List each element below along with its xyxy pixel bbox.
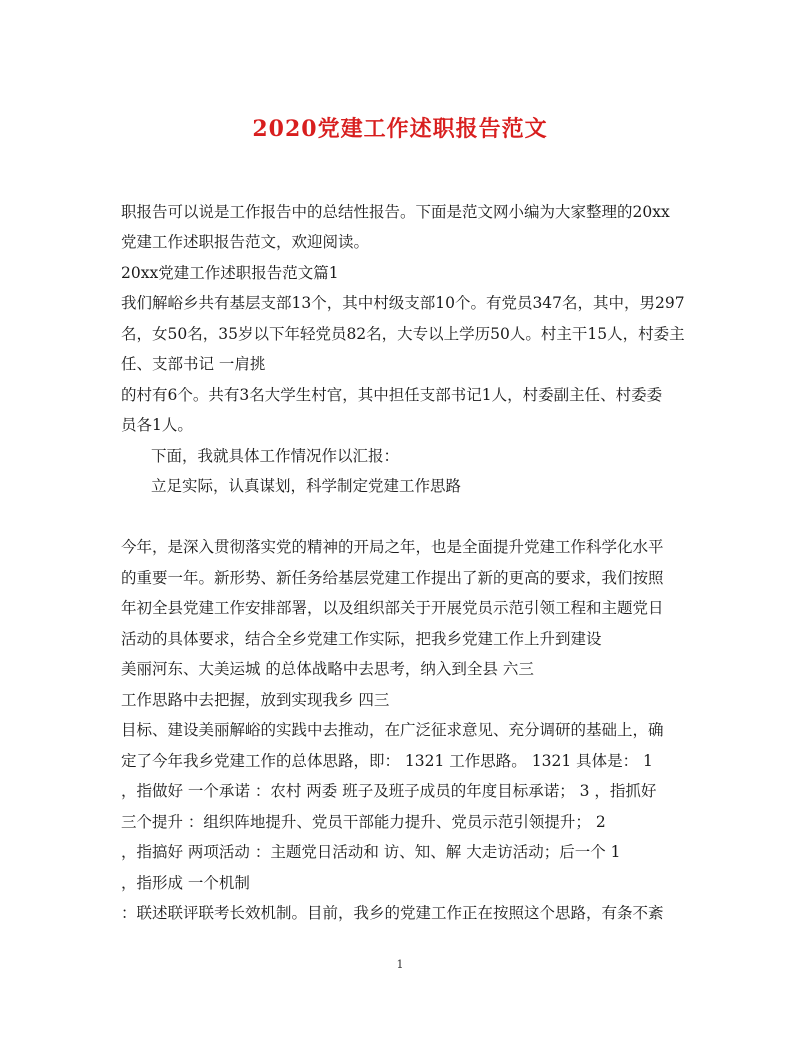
body-line-19: ，指做好 一个承诺 ：农村 两委 班子及班子成员的年度目标承诺； 3 ，指抓好 — [121, 782, 657, 800]
body-line-6: 任、支部书记 一肩挑 — [121, 355, 266, 373]
body-line-17: 目标、建设美丽解峪的实践中去推动，在广泛征求意见、充分调研的基础上，确 — [121, 721, 664, 739]
body-line-15: 美丽河东、大美运城 的总体战略中去思考，纳入到全县 六三 — [121, 660, 534, 678]
body-line-20: 三个提升 ：组织阵地提升、党员干部能力提升、党员示范引领提升； 2 — [121, 813, 606, 831]
body-line-21: ，指搞好 两项活动 ：主题党日活动和 访、知、解 大走访活动；后一个 1 — [121, 843, 621, 861]
body-line-8: 员各1人。 — [121, 416, 193, 434]
body-line-5: 名，女50名，35岁以下年轻党员82名，大专以上学历50人。村主干15人，村委主 — [121, 325, 685, 343]
body-line-16: 工作思路中去把握，放到实现我乡 四三 — [121, 691, 390, 709]
body-line-14: 活动的具体要求，结合全乡党建工作实际，把我乡党建工作上升到建设 — [121, 630, 602, 648]
body-line-18: 定了今年我乡党建工作的总体思路，即： 1321 工作思路。 1321 具体是： 1 — [121, 752, 653, 770]
body-line-1: 职报告可以说是工作报告中的总结性报告。下面是范文网小编为大家整理的20xx — [121, 203, 670, 221]
body-line-13: 年初全县党建工作安排部署，以及组织部关于开展党员示范引领工程和主题党日 — [121, 599, 664, 617]
body-line-2: 党建工作述职报告范文，欢迎阅读。 — [121, 233, 370, 251]
page-number: 1 — [396, 958, 404, 971]
body-line-9: 下面，我就具体工作情况作以汇报： — [151, 447, 400, 465]
body-line-12: 的重要一年。新形势、新任务给基层党建工作提出了新的更高的要求，我们按照 — [121, 569, 664, 587]
body-line-4: 我们解峪乡共有基层支部13个，其中村级支部10个。有党员347名，其中，男297 — [121, 294, 685, 312]
document-title: 2020党建工作述职报告范文 — [252, 116, 548, 142]
body-line-23: ：联述联评联考长效机制。目前，我乡的党建工作正在按照这个思路，有条不紊 — [121, 904, 664, 922]
body-line-7: 的村有6个。共有3名大学生村官，其中担任支部书记1人，村委副主任、村委委 — [121, 386, 663, 404]
body-line-10: 立足实际，认真谋划，科学制定党建工作思路 — [151, 477, 462, 495]
body-line-11: 今年，是深入贯彻落实党的精神的开局之年，也是全面提升党建工作科学化水平 — [121, 538, 664, 556]
body-line-3: 20xx党建工作述职报告范文篇1 — [121, 264, 339, 282]
body-line-22: ，指形成 一个机制 — [121, 874, 250, 892]
